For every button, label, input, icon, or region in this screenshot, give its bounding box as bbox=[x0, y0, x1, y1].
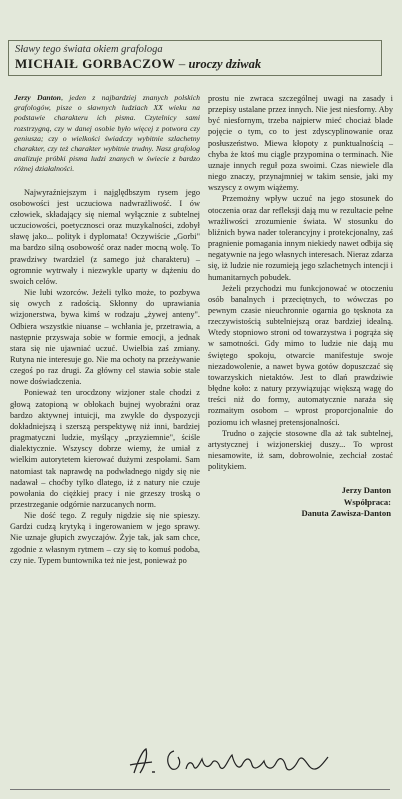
paragraph: Nie lubi wzorców. Jeżeli tylko może, to pozbywa się owych z radością. Skłonny do uprawiania wizjonerstwa, bywa kimś w rodzaju „żywej anteny". Odbiera wszystkie niuanse – wchłania je, przetrawia, a następnie przyswaja sobie w formie emocji, a jednak stara się nie ujawniać uczuć. Uwielbia zaś zmiany. Rutyna nie interesuje go. Nie ma ochoty na przeżywanie czegoś po raz drugi. Za główny cel stawia sobie stale nowe doświadczenia. bbox=[10, 288, 200, 387]
article-header bbox=[8, 40, 382, 76]
paragraph: Jeżeli przychodzi mu funkcjonować w otoczeniu osób banalnych i przeciętnych, to wówczas po pewnym czasie nieuchronnie ogarnia go tęsknota za rzeczywistością subtelniejszą oraz bardziej idealną. Wtedy stopniowo stroni od towarzystwa i pogrąża się w samotności. Gdy mimo to ludzie nie dają mu świętego spokoju, otwarcie manifestuje swoje niezadowolenie, a nawet bywa gotów dopuszczać się towarzyskich nietaktów. Jest to dlań prawdziwie błędne koło: z natury przywiązując większą wagę do treści niż do formy, automatycznie naraża się rozmaitym osobom – wprost proporcjonalnie do poziomu ich własnej pretensjonalności. bbox=[208, 283, 393, 427]
lead-author: Jerzy Danton bbox=[14, 93, 61, 102]
paragraph: Nie dość tego. Z reguły nigdzie się nie spieszy. Gardzi cudzą krytyką i ingerowaniem w jego sprawy. Nie uznaje głupich zwyczajów. Żyje tak, jak sam chce, zgodnie z własnym rytmem – czy się to komuś podoba, czy nie. Typem buntownika też nie jest, ponieważ po bbox=[10, 511, 200, 565]
column-left bbox=[10, 93, 200, 566]
article-body bbox=[8, 93, 396, 566]
paragraph: Najwyraźniejszym i najględbszym rysem jego osobowości jest uczuciowa nadwrażliwość. I ów człowiek, składający się niemal wyłącznie z subtelnej uczuciowości, poetycznosci oraz muzykalności, zdobył sławę jako... polityk i dyplomata! Oczywiście „Gorbi" ma bardzo silną osobowość oraz nader mocną wolę. To prawdziwy twardziel (z samego już charakteru) – ogromnie wytrwały i niezwykle uparty w dążeniu do swoich celów. bbox=[10, 187, 200, 286]
paragraph: Trudno o zajęcie stosowne dla aż tak subtelnej, artystycznej i wizjonerskiej duszy... To wprost niesamowite, iż sam, dobrowolnie, zechciał zostać politykiem. bbox=[208, 428, 393, 472]
paragraph: Przemożny wpływ uczuć na jego stosunek do otoczenia oraz dar refleksji dają mu w rezultacie pełne wrażliwości zrozumienie świata. W stosunku do bliźnich bywa nader tolerancyjny i protekcjonalny, zaś pragnienie pomagania innym niekiedy nawet odbija się negatywnie na jego własnych interesach. Nieraz zdarza się, iż ludzie nie rozumieją jego szlachetnych intencji i humanitarnych pobudek. bbox=[208, 194, 393, 282]
credit-collab-label: Współpraca: bbox=[343, 496, 391, 507]
credit-author: Jerzy Danton bbox=[341, 485, 391, 496]
column-right bbox=[208, 93, 393, 566]
title-name: MICHAIŁ GORBACZOW bbox=[15, 56, 176, 71]
paragraph: prostu nie zwraca szczególnej uwagi na zasady i przepisy ustalane przez innych. Nie jest niesforny. Aby być niesfornym, trzeba najpierw mieć chociaż blade pojęcie o tym, co to jest zdyscyplinowanie oraz posłuszeństwo. Miewa kłopoty z punktualnością – chyba że ktoś mu ciągle przypomina o terminach. Nie uznaje innych reguł poza swoimi. Czas niewiele dla niego znaczy, przynajmniej w takim sensie, jaki my wszyscy z owym wiążemy. bbox=[208, 94, 393, 193]
credits bbox=[208, 485, 393, 520]
series-subtitle: Sławy tego świata okiem grafologa bbox=[15, 44, 163, 55]
title-dash: – bbox=[175, 56, 189, 71]
lead-text: , jeden z najbardziej znanych polskich grafologów, pisze o sławnych ludziach XX wieku na podstawie charakteru ich pisma. Czytelnicy sami rozstrzygną, czy w danej osobie było więcej z potwora czy geniusza; czy o wielkości świadczy wybitnie szlachetny charakter, czy też charakter wybitnie trudny. Nasz grafolog analizuje próbki pisma ludzi znanych w świecie z bardzo różnej działalności. bbox=[14, 93, 201, 174]
title-tagline: uroczy dziwak bbox=[188, 57, 262, 71]
credit-collaborator: Danuta Zawisza-Danton bbox=[301, 508, 391, 519]
paragraph: Ponieważ ten urocdzony wizjoner stale chodzi z głową zatopioną w obłokach bujnej wyobraźni oraz bardzo aktywnej intuicji, ma zwykle do dyspozycji dokładniejszą i szerszą perspektywę niż inni, bardziej pragmatyczni ludzie, myślący „przyziemnie", ściśle dialektycznie. Wszyscy dobrze wiemy, że umiał z wielkim autorytetem kierować dużymi zespołami. Sam natomiast tak naprawdę na podwładnego nigdy się nie nadawał – choćby tylko dlatego, iż z natury nie czuje powołania do ciężkiej pracy i nie grzeszy troską o przestrzeganie odgórnie narzucanych norm. bbox=[10, 388, 200, 509]
lead-paragraph bbox=[14, 93, 200, 175]
signature-image bbox=[126, 743, 366, 779]
bottom-divider bbox=[10, 789, 390, 790]
article-title bbox=[15, 57, 375, 71]
